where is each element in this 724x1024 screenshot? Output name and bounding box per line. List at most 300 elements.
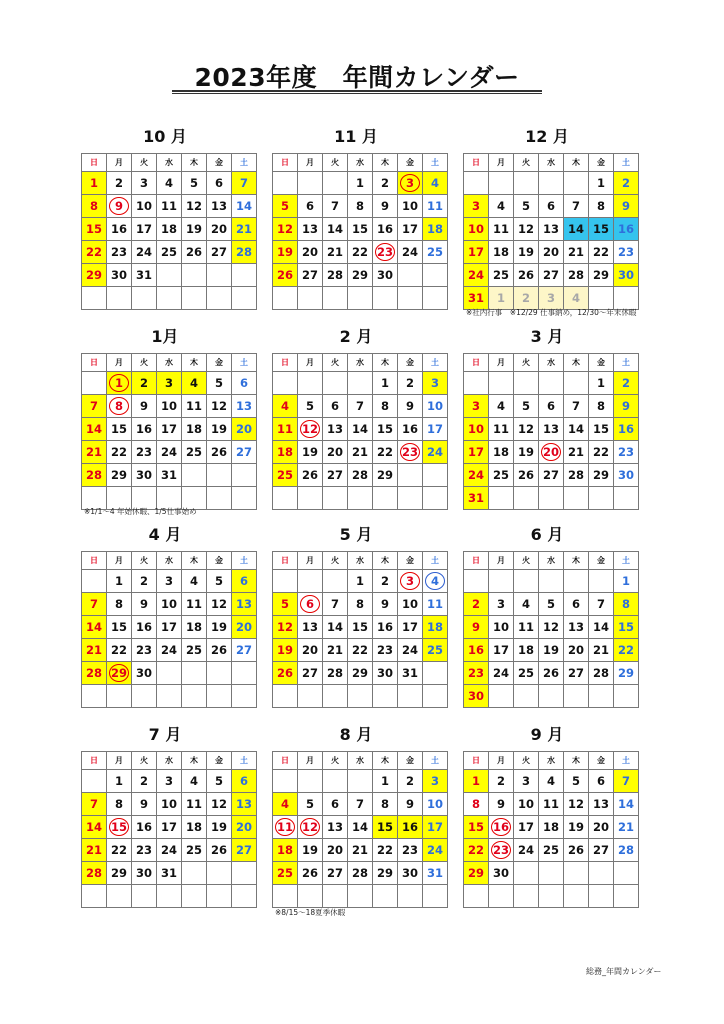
day-cell: 14 <box>323 616 348 639</box>
day-cell: 17 <box>423 418 448 441</box>
day-cell: 18 <box>182 616 207 639</box>
day-cell: 9 <box>614 195 639 218</box>
empty-cell <box>323 487 348 510</box>
day-cell: 12 <box>564 793 589 816</box>
empty-cell <box>398 487 423 510</box>
empty-cell <box>539 487 564 510</box>
empty-cell <box>539 372 564 395</box>
day-cell: 20 <box>564 639 589 662</box>
day-cell: 23 <box>373 639 398 662</box>
day-cell: 4 <box>157 172 182 195</box>
empty-cell <box>514 372 539 395</box>
day-cell: 16 <box>614 418 639 441</box>
day-cell: 12 <box>273 616 298 639</box>
empty-cell <box>614 487 639 510</box>
empty-cell <box>398 885 423 908</box>
day-cell: 1 <box>373 372 398 395</box>
empty-cell <box>423 685 448 708</box>
day-cell: 6 <box>207 172 232 195</box>
weekday-header: 水 <box>348 154 373 172</box>
day-cell: 18 <box>539 816 564 839</box>
day-cell: 17 <box>489 639 514 662</box>
day-cell: 3 <box>157 570 182 593</box>
day-cell: 29 <box>464 862 489 885</box>
weekday-header: 月 <box>298 752 323 770</box>
day-cell: 2 <box>373 570 398 593</box>
weekday-header: 水 <box>539 154 564 172</box>
day-cell: 6 <box>232 570 257 593</box>
weekday-header: 月 <box>489 354 514 372</box>
empty-cell <box>564 885 589 908</box>
day-cell: 18 <box>514 639 539 662</box>
weekday-header: 木 <box>564 354 589 372</box>
empty-cell <box>423 287 448 310</box>
month-march <box>463 324 634 510</box>
weekday-header: 土 <box>423 552 448 570</box>
empty-cell <box>157 662 182 685</box>
empty-cell <box>132 685 157 708</box>
empty-cell <box>423 264 448 287</box>
day-cell: 6 <box>298 195 323 218</box>
day-cell: 25 <box>489 264 514 287</box>
empty-cell <box>514 885 539 908</box>
empty-cell <box>589 685 614 708</box>
day-cell: 25 <box>273 862 298 885</box>
day-cell: 15 <box>348 218 373 241</box>
weekday-header: 日 <box>273 752 298 770</box>
weekday-header: 土 <box>232 752 257 770</box>
day-cell: 17 <box>464 241 489 264</box>
empty-cell <box>489 685 514 708</box>
weekday-header: 月 <box>489 552 514 570</box>
weekday-header: 土 <box>614 552 639 570</box>
day-cell: 7 <box>232 172 257 195</box>
day-cell: 26 <box>298 862 323 885</box>
day-cell: 16 <box>132 816 157 839</box>
weekday-header: 水 <box>157 354 182 372</box>
day-cell: 21 <box>614 816 639 839</box>
day-cell: 5 <box>182 172 207 195</box>
day-cell: 28 <box>323 662 348 685</box>
weekday-header: 金 <box>589 752 614 770</box>
month-december <box>463 124 634 310</box>
day-cell: 16 <box>373 616 398 639</box>
day-cell: 15 <box>373 418 398 441</box>
day-cell: 22 <box>82 241 107 264</box>
month-title: 5 月 <box>339 525 373 544</box>
day-cell: 20 <box>539 441 564 464</box>
day-cell: 5 <box>298 793 323 816</box>
month-grid <box>463 353 639 510</box>
day-cell: 24 <box>464 464 489 487</box>
day-cell: 31 <box>464 487 489 510</box>
day-cell: 28 <box>348 464 373 487</box>
empty-cell <box>182 264 207 287</box>
weekday-header: 月 <box>107 752 132 770</box>
month-title: 1月 <box>151 327 179 346</box>
empty-cell <box>323 287 348 310</box>
day-cell: 21 <box>348 441 373 464</box>
day-cell: 14 <box>82 418 107 441</box>
day-cell: 23 <box>614 441 639 464</box>
weekday-header: 金 <box>207 552 232 570</box>
day-cell: 14 <box>232 195 257 218</box>
day-cell: 19 <box>207 816 232 839</box>
day-cell: 27 <box>207 241 232 264</box>
day-cell: 14 <box>564 418 589 441</box>
empty-cell <box>232 885 257 908</box>
day-cell: 16 <box>373 218 398 241</box>
empty-cell <box>207 862 232 885</box>
day-cell: 18 <box>423 616 448 639</box>
month-grid <box>81 353 257 510</box>
empty-cell <box>157 885 182 908</box>
day-cell: 13 <box>539 418 564 441</box>
empty-cell <box>348 287 373 310</box>
day-cell: 28 <box>348 862 373 885</box>
weekday-header: 土 <box>232 354 257 372</box>
month-january <box>81 324 252 510</box>
day-cell: 11 <box>489 218 514 241</box>
empty-cell <box>232 487 257 510</box>
day-cell: 9 <box>132 395 157 418</box>
day-cell: 18 <box>157 218 182 241</box>
day-cell: 7 <box>323 593 348 616</box>
day-cell: 22 <box>107 839 132 862</box>
august-note: ※8/15～18夏季休暇 <box>275 908 346 917</box>
empty-cell <box>82 770 107 793</box>
empty-cell <box>298 770 323 793</box>
empty-cell <box>273 770 298 793</box>
day-cell: 15 <box>107 418 132 441</box>
month-september <box>463 722 634 908</box>
day-cell: 23 <box>398 839 423 862</box>
empty-cell <box>207 287 232 310</box>
day-cell: 15 <box>373 816 398 839</box>
day-cell: 8 <box>348 593 373 616</box>
day-cell: 17 <box>398 218 423 241</box>
day-cell: 10 <box>398 593 423 616</box>
empty-cell <box>182 287 207 310</box>
weekday-header: 日 <box>82 752 107 770</box>
day-cell: 21 <box>82 639 107 662</box>
day-cell: 1 <box>107 570 132 593</box>
day-cell: 24 <box>423 839 448 862</box>
empty-cell <box>589 570 614 593</box>
day-cell: 25 <box>423 241 448 264</box>
day-cell: 4 <box>273 793 298 816</box>
day-cell: 22 <box>348 241 373 264</box>
empty-cell <box>157 264 182 287</box>
day-cell: 8 <box>107 593 132 616</box>
day-cell: 31 <box>157 464 182 487</box>
day-cell: 13 <box>232 395 257 418</box>
day-cell: 13 <box>564 616 589 639</box>
empty-cell <box>207 662 232 685</box>
day-cell: 9 <box>373 593 398 616</box>
empty-cell <box>589 885 614 908</box>
day-cell: 24 <box>398 241 423 264</box>
empty-cell <box>107 287 132 310</box>
day-cell: 16 <box>464 639 489 662</box>
empty-cell <box>82 885 107 908</box>
weekday-header: 木 <box>373 154 398 172</box>
day-cell: 19 <box>182 218 207 241</box>
day-cell: 4 <box>423 172 448 195</box>
weekday-header: 月 <box>107 354 132 372</box>
day-cell: 6 <box>589 770 614 793</box>
day-cell: 8 <box>589 395 614 418</box>
day-cell: 13 <box>539 218 564 241</box>
day-cell: 28 <box>614 839 639 862</box>
day-cell: 7 <box>323 195 348 218</box>
day-cell: 30 <box>107 264 132 287</box>
empty-cell <box>207 464 232 487</box>
day-cell: 24 <box>157 639 182 662</box>
empty-cell <box>514 685 539 708</box>
month-grid <box>272 551 448 708</box>
weekday-header: 日 <box>273 154 298 172</box>
day-cell: 2 <box>614 172 639 195</box>
empty-cell <box>82 570 107 593</box>
day-cell: 25 <box>539 839 564 862</box>
day-cell: 12 <box>207 793 232 816</box>
weekday-header: 水 <box>348 752 373 770</box>
day-cell: 23 <box>464 662 489 685</box>
day-cell: 22 <box>589 241 614 264</box>
day-cell: 28 <box>82 662 107 685</box>
day-cell: 22 <box>107 441 132 464</box>
month-june <box>463 522 634 708</box>
empty-cell <box>489 570 514 593</box>
day-cell: 26 <box>273 264 298 287</box>
empty-cell <box>464 372 489 395</box>
weekday-header: 日 <box>273 552 298 570</box>
day-cell: 11 <box>489 418 514 441</box>
empty-cell <box>464 885 489 908</box>
day-cell: 7 <box>589 593 614 616</box>
day-cell: 24 <box>464 264 489 287</box>
day-cell: 1 <box>464 770 489 793</box>
day-cell: 1 <box>589 372 614 395</box>
weekday-header: 火 <box>132 354 157 372</box>
day-cell: 1 <box>107 372 132 395</box>
day-cell: 4 <box>273 395 298 418</box>
day-cell: 3 <box>398 172 423 195</box>
empty-cell <box>614 685 639 708</box>
day-cell: 21 <box>82 839 107 862</box>
weekday-header: 日 <box>464 154 489 172</box>
weekday-header: 土 <box>614 752 639 770</box>
weekday-header: 月 <box>489 752 514 770</box>
day-cell: 14 <box>348 816 373 839</box>
month-title: 2 月 <box>339 327 373 346</box>
day-cell: 6 <box>323 793 348 816</box>
day-cell: 24 <box>514 839 539 862</box>
day-cell: 5 <box>539 593 564 616</box>
empty-cell <box>539 172 564 195</box>
day-cell: 11 <box>423 593 448 616</box>
empty-cell <box>207 885 232 908</box>
weekday-header: 木 <box>182 752 207 770</box>
month-august <box>272 722 443 908</box>
day-cell: 10 <box>157 593 182 616</box>
weekday-header: 土 <box>614 354 639 372</box>
month-grid <box>272 751 448 908</box>
day-cell: 19 <box>298 441 323 464</box>
empty-cell <box>232 464 257 487</box>
day-cell: 14 <box>82 616 107 639</box>
weekday-header: 金 <box>589 154 614 172</box>
weekday-header: 金 <box>207 354 232 372</box>
day-cell: 10 <box>464 218 489 241</box>
weekday-header: 日 <box>464 354 489 372</box>
day-cell: 2 <box>464 593 489 616</box>
day-cell: 24 <box>423 441 448 464</box>
day-cell: 15 <box>589 218 614 241</box>
empty-cell <box>423 487 448 510</box>
day-cell: 28 <box>564 464 589 487</box>
day-cell: 2 <box>398 770 423 793</box>
empty-cell <box>82 287 107 310</box>
empty-cell <box>564 685 589 708</box>
day-cell: 6 <box>323 395 348 418</box>
day-cell: 23 <box>107 241 132 264</box>
day-cell: 6 <box>564 593 589 616</box>
day-cell: 8 <box>82 195 107 218</box>
day-cell: 7 <box>614 770 639 793</box>
day-cell: 14 <box>323 218 348 241</box>
day-cell: 2 <box>373 172 398 195</box>
empty-cell <box>273 570 298 593</box>
day-cell: 15 <box>589 418 614 441</box>
day-cell: 30 <box>614 464 639 487</box>
day-cell: 20 <box>589 816 614 839</box>
empty-cell <box>489 487 514 510</box>
empty-cell <box>489 885 514 908</box>
day-cell: 23 <box>489 839 514 862</box>
day-cell: 11 <box>157 195 182 218</box>
weekday-header: 土 <box>232 552 257 570</box>
day-cell: 10 <box>398 195 423 218</box>
empty-cell <box>232 264 257 287</box>
day-cell: 10 <box>514 793 539 816</box>
day-cell: 31 <box>423 862 448 885</box>
day-cell: 19 <box>273 639 298 662</box>
day-cell: 12 <box>514 218 539 241</box>
day-cell: 26 <box>514 264 539 287</box>
day-cell: 27 <box>298 662 323 685</box>
empty-cell <box>323 770 348 793</box>
day-cell: 26 <box>514 464 539 487</box>
empty-cell <box>564 570 589 593</box>
day-cell: 17 <box>157 418 182 441</box>
weekday-header: 火 <box>132 154 157 172</box>
day-cell: 2 <box>489 770 514 793</box>
weekday-header: 金 <box>589 552 614 570</box>
empty-cell <box>182 685 207 708</box>
month-title: 3 月 <box>530 327 564 346</box>
day-cell: 7 <box>82 793 107 816</box>
month-title: 12 月 <box>525 127 569 146</box>
weekday-header: 火 <box>323 154 348 172</box>
day-cell: 18 <box>273 839 298 862</box>
day-cell: 11 <box>539 793 564 816</box>
empty-cell <box>464 172 489 195</box>
day-cell: 9 <box>132 593 157 616</box>
empty-cell <box>398 287 423 310</box>
empty-cell <box>489 372 514 395</box>
empty-cell <box>589 487 614 510</box>
day-cell: 20 <box>298 639 323 662</box>
month-grid <box>81 751 257 908</box>
day-cell: 14 <box>564 218 589 241</box>
empty-cell <box>323 885 348 908</box>
weekday-header: 火 <box>514 354 539 372</box>
day-cell: 20 <box>539 241 564 264</box>
empty-cell <box>82 685 107 708</box>
weekday-header: 金 <box>589 354 614 372</box>
empty-cell <box>564 862 589 885</box>
day-cell: 3 <box>157 372 182 395</box>
weekday-header: 月 <box>107 154 132 172</box>
empty-cell <box>323 172 348 195</box>
day-cell: 28 <box>82 464 107 487</box>
day-cell: 30 <box>614 264 639 287</box>
day-cell: 17 <box>464 441 489 464</box>
day-cell: 7 <box>564 195 589 218</box>
day-cell: 16 <box>398 816 423 839</box>
day-cell: 29 <box>373 862 398 885</box>
day-cell: 16 <box>132 616 157 639</box>
day-cell: 30 <box>489 862 514 885</box>
empty-cell <box>82 372 107 395</box>
day-cell: 21 <box>589 639 614 662</box>
day-cell: 8 <box>373 395 398 418</box>
day-cell: 1 <box>82 172 107 195</box>
weekday-header: 金 <box>398 752 423 770</box>
empty-cell <box>182 464 207 487</box>
empty-cell <box>207 487 232 510</box>
empty-cell <box>514 570 539 593</box>
day-cell: 2 <box>132 570 157 593</box>
empty-cell <box>132 287 157 310</box>
day-cell: 10 <box>157 395 182 418</box>
day-cell: 14 <box>614 793 639 816</box>
day-cell: 29 <box>614 662 639 685</box>
day-cell: 5 <box>273 593 298 616</box>
day-cell: 13 <box>323 816 348 839</box>
day-cell: 17 <box>423 816 448 839</box>
day-cell: 25 <box>423 639 448 662</box>
weekday-header: 金 <box>207 154 232 172</box>
empty-cell <box>514 172 539 195</box>
day-cell: 9 <box>398 793 423 816</box>
day-cell: 1 <box>373 770 398 793</box>
weekday-header: 火 <box>514 552 539 570</box>
day-cell: 11 <box>182 593 207 616</box>
day-cell: 24 <box>157 839 182 862</box>
day-cell: 8 <box>107 793 132 816</box>
day-cell: 19 <box>539 639 564 662</box>
day-cell: 17 <box>157 616 182 639</box>
day-cell: 11 <box>423 195 448 218</box>
day-cell: 4 <box>539 770 564 793</box>
month-october <box>81 124 252 310</box>
day-cell: 17 <box>157 816 182 839</box>
day-cell: 23 <box>132 639 157 662</box>
empty-cell <box>614 862 639 885</box>
